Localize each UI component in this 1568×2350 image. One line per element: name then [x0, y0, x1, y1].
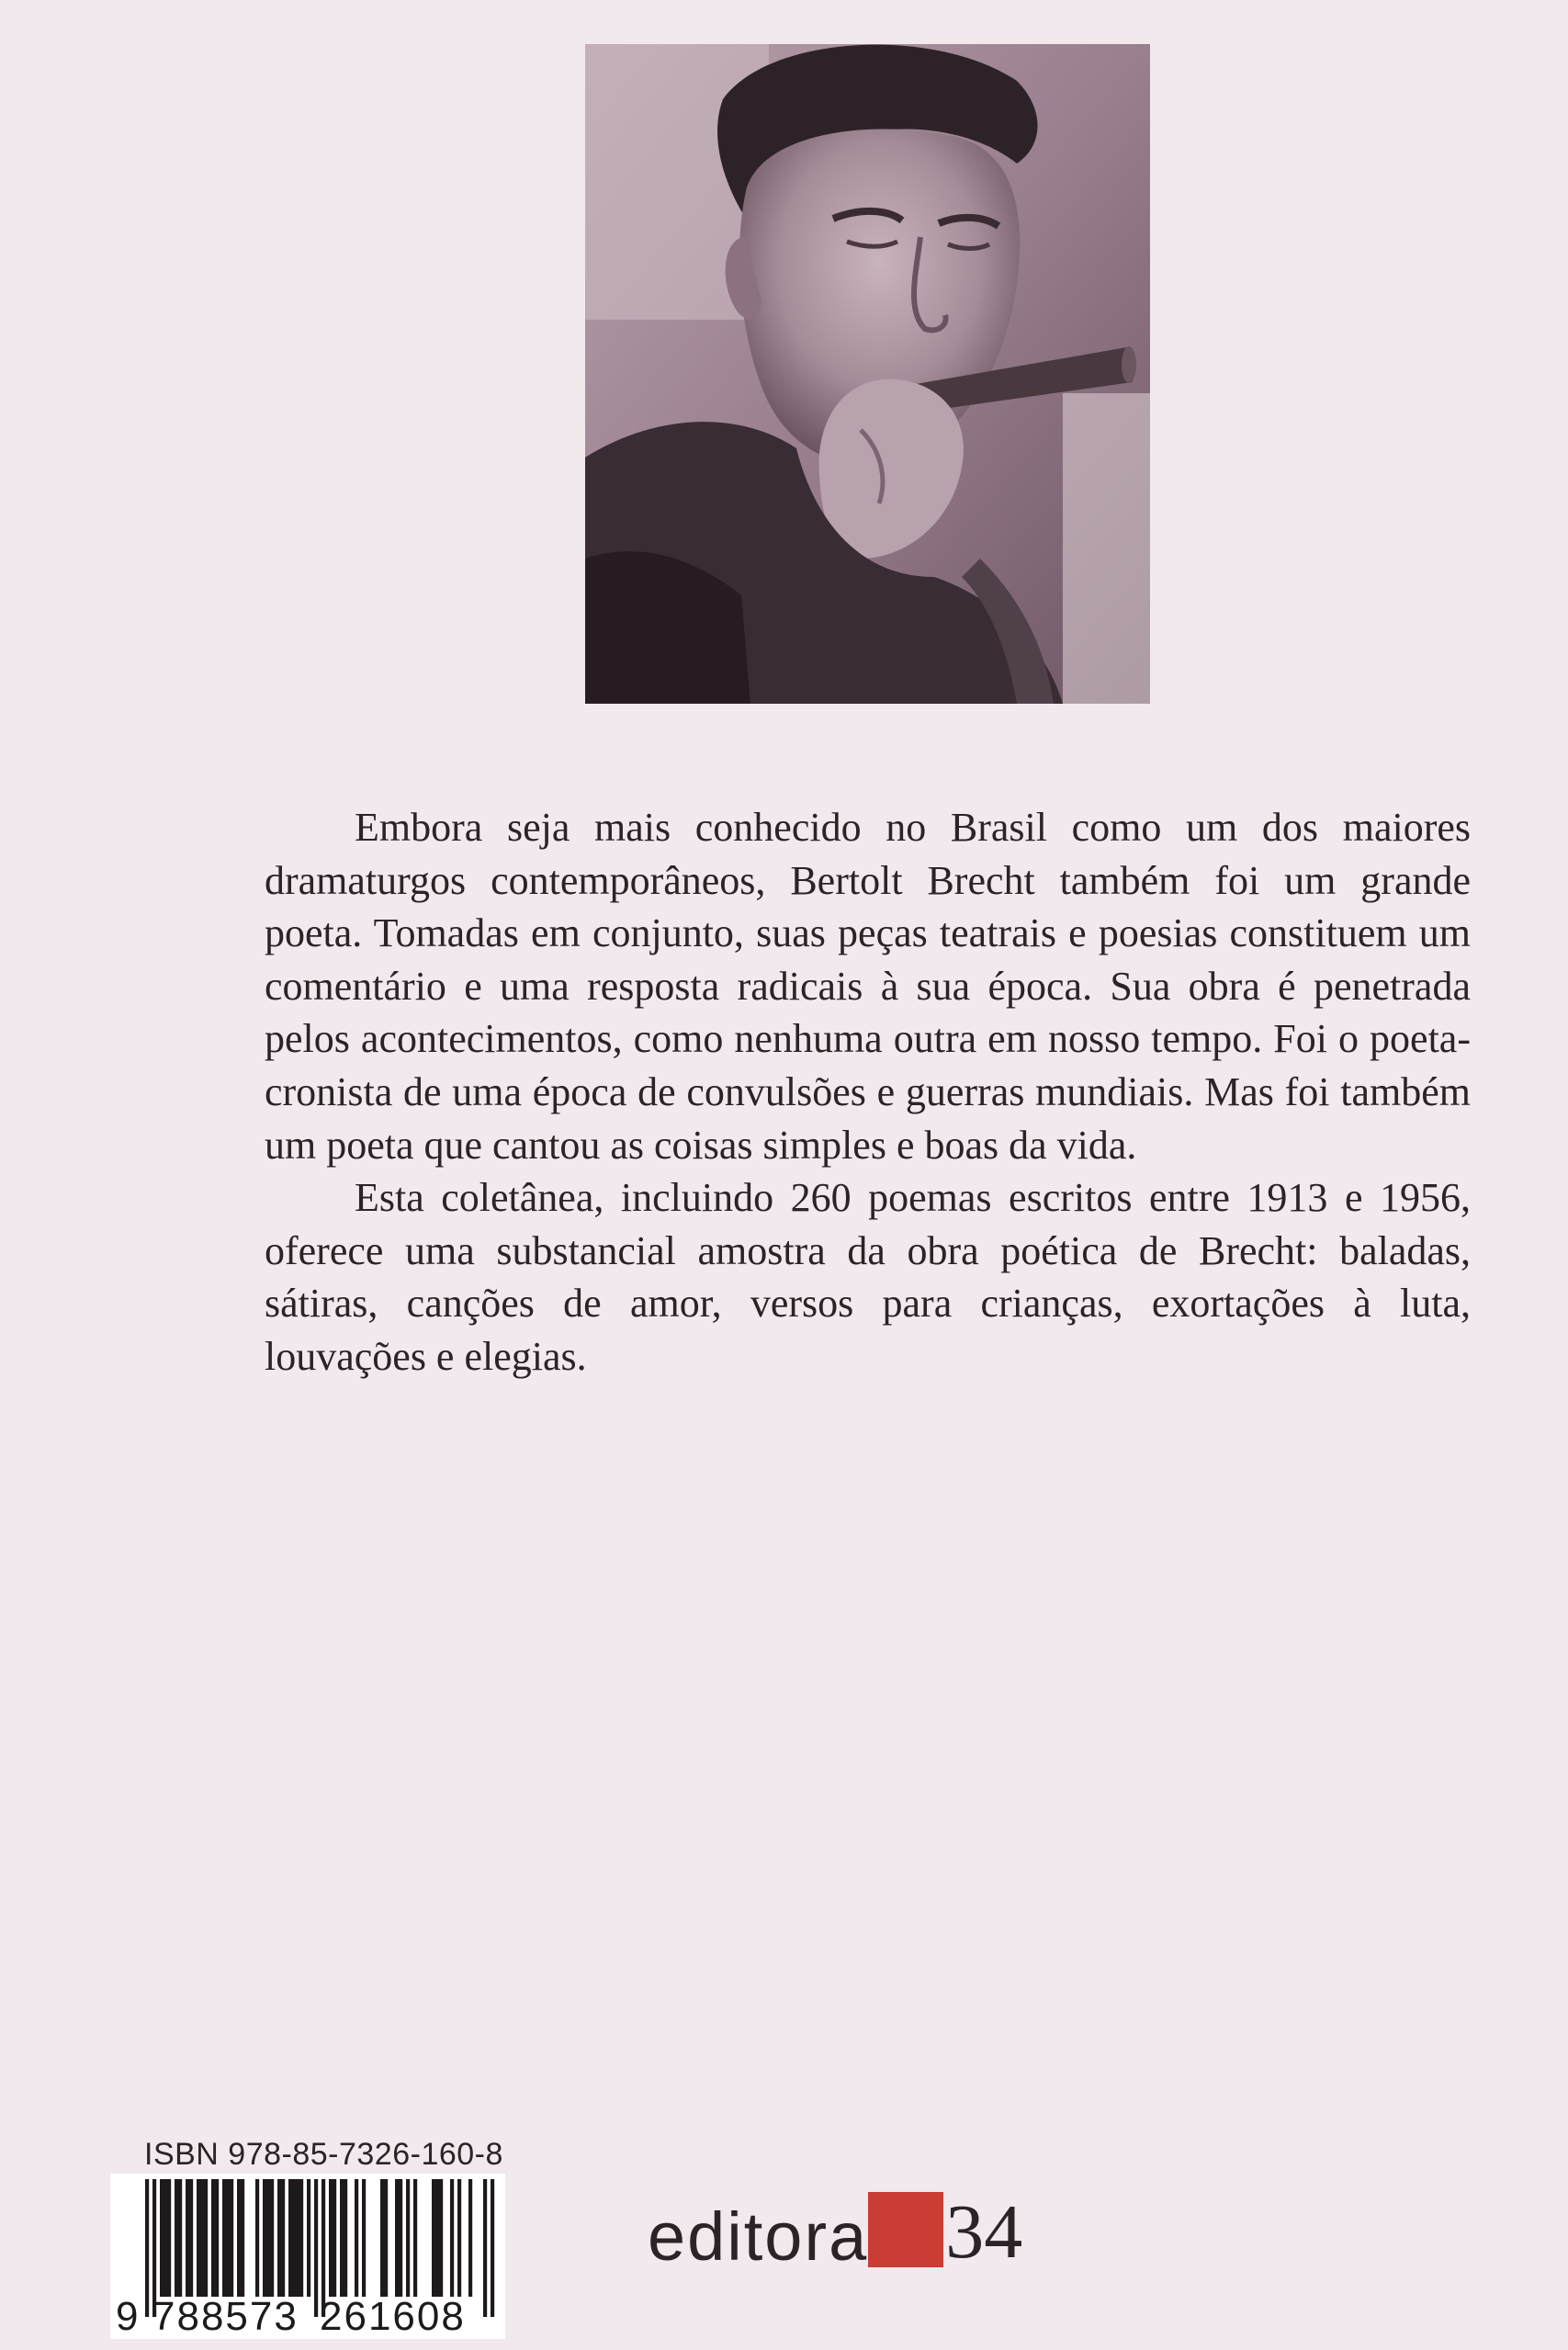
barcode-bar [395, 2179, 399, 2297]
barcode-bar [355, 2179, 358, 2297]
blurb-paragraph-1: Embora seja mais conhecido no Brasil como um dos maiores dramaturgos contemporâneos, Bertolt Brecht também foi um grande poeta. Tomadas em conjunto, suas peças teatrais e poesias constituem um comentário e uma resposta radicais à sua época. Sua obra é penetrada pelos acontecimentos, como nenhuma outra em nosso tempo. Foi o poeta-cronista de uma época de convulsões e guerras mundiais. Mas foi também um poeta que cantou as coisas simples e boas da vida. [265, 805, 1471, 1168]
publisher-name: editora [648, 2198, 869, 2275]
barcode-bar [435, 2179, 439, 2297]
barcode-bar [222, 2179, 226, 2297]
barcode-bar [255, 2179, 259, 2297]
barcode-bar [314, 2179, 318, 2317]
barcode-bar [288, 2179, 292, 2297]
barcode-bar [468, 2179, 472, 2297]
barcode-digits-left: 788573 [152, 2294, 299, 2339]
portrait-photo [585, 44, 1150, 704]
barcode-bar [167, 2179, 171, 2297]
barcode-bar [281, 2179, 285, 2297]
barcode-bar [457, 2179, 461, 2297]
barcode-bar [439, 2179, 443, 2297]
barcode-graphic [110, 2174, 505, 2339]
barcode-bar [344, 2179, 347, 2297]
barcode-bar [241, 2179, 244, 2297]
publisher-logo [648, 2179, 1023, 2275]
isbn-barcode [110, 2174, 505, 2339]
barcode-bar [270, 2179, 274, 2297]
barcode-digit-lead: 9 [116, 2294, 139, 2339]
barcode-bar [175, 2179, 178, 2297]
barcode-bar [399, 2179, 402, 2297]
barcode-bar [413, 2179, 417, 2297]
barcode-bar [450, 2179, 454, 2297]
barcode-bar [380, 2179, 384, 2297]
barcode-bar [491, 2179, 494, 2317]
barcode-bar [215, 2179, 219, 2297]
barcode-bar [406, 2179, 410, 2297]
barcode-bar [362, 2179, 366, 2297]
barcode-digits-right: 261608 [320, 2294, 466, 2339]
barcode-bar [432, 2179, 435, 2297]
publisher-square-icon [868, 2192, 943, 2267]
back-cover-blurb [265, 801, 1471, 1384]
barcode-bar [204, 2179, 208, 2297]
barcode-bar [299, 2179, 303, 2297]
publisher-number: 34 [945, 2189, 1023, 2275]
isbn-label: ISBN 978-85-7326-160-8 [144, 2137, 503, 2172]
barcode-bar [226, 2179, 230, 2297]
barcode-bar [263, 2179, 266, 2297]
barcode-bar [160, 2179, 164, 2297]
barcode-bar [307, 2179, 310, 2297]
barcode-bar [230, 2179, 233, 2297]
barcode-bar [145, 2179, 149, 2317]
author-portrait [585, 44, 1150, 704]
barcode-bar [329, 2179, 333, 2297]
barcode-bar [237, 2179, 241, 2297]
blurb-paragraph-2: Esta coletânea, incluindo 260 poemas escritos entre 1913 e 1956, oferece uma substancial amostra da obra poética de Brecht: baladas, sátiras, canções de amor, versos para crianças, exortações à luta, louvações e elegias. [265, 1175, 1471, 1379]
barcode-bar [333, 2179, 336, 2297]
barcode-bar [186, 2179, 189, 2297]
barcode-bar [340, 2179, 344, 2297]
barcode-bar [292, 2179, 296, 2297]
barcode-bar [189, 2179, 193, 2297]
barcode-bar [277, 2179, 281, 2297]
barcode-bar [211, 2179, 215, 2297]
barcode-bar [200, 2179, 204, 2297]
barcode-bar [164, 2179, 167, 2297]
barcode-bar [266, 2179, 270, 2297]
barcode-bar [483, 2179, 487, 2317]
barcode-bar [384, 2179, 388, 2297]
barcode-bar [197, 2179, 200, 2297]
barcode-bar [178, 2179, 182, 2297]
barcode-bar [296, 2179, 299, 2297]
